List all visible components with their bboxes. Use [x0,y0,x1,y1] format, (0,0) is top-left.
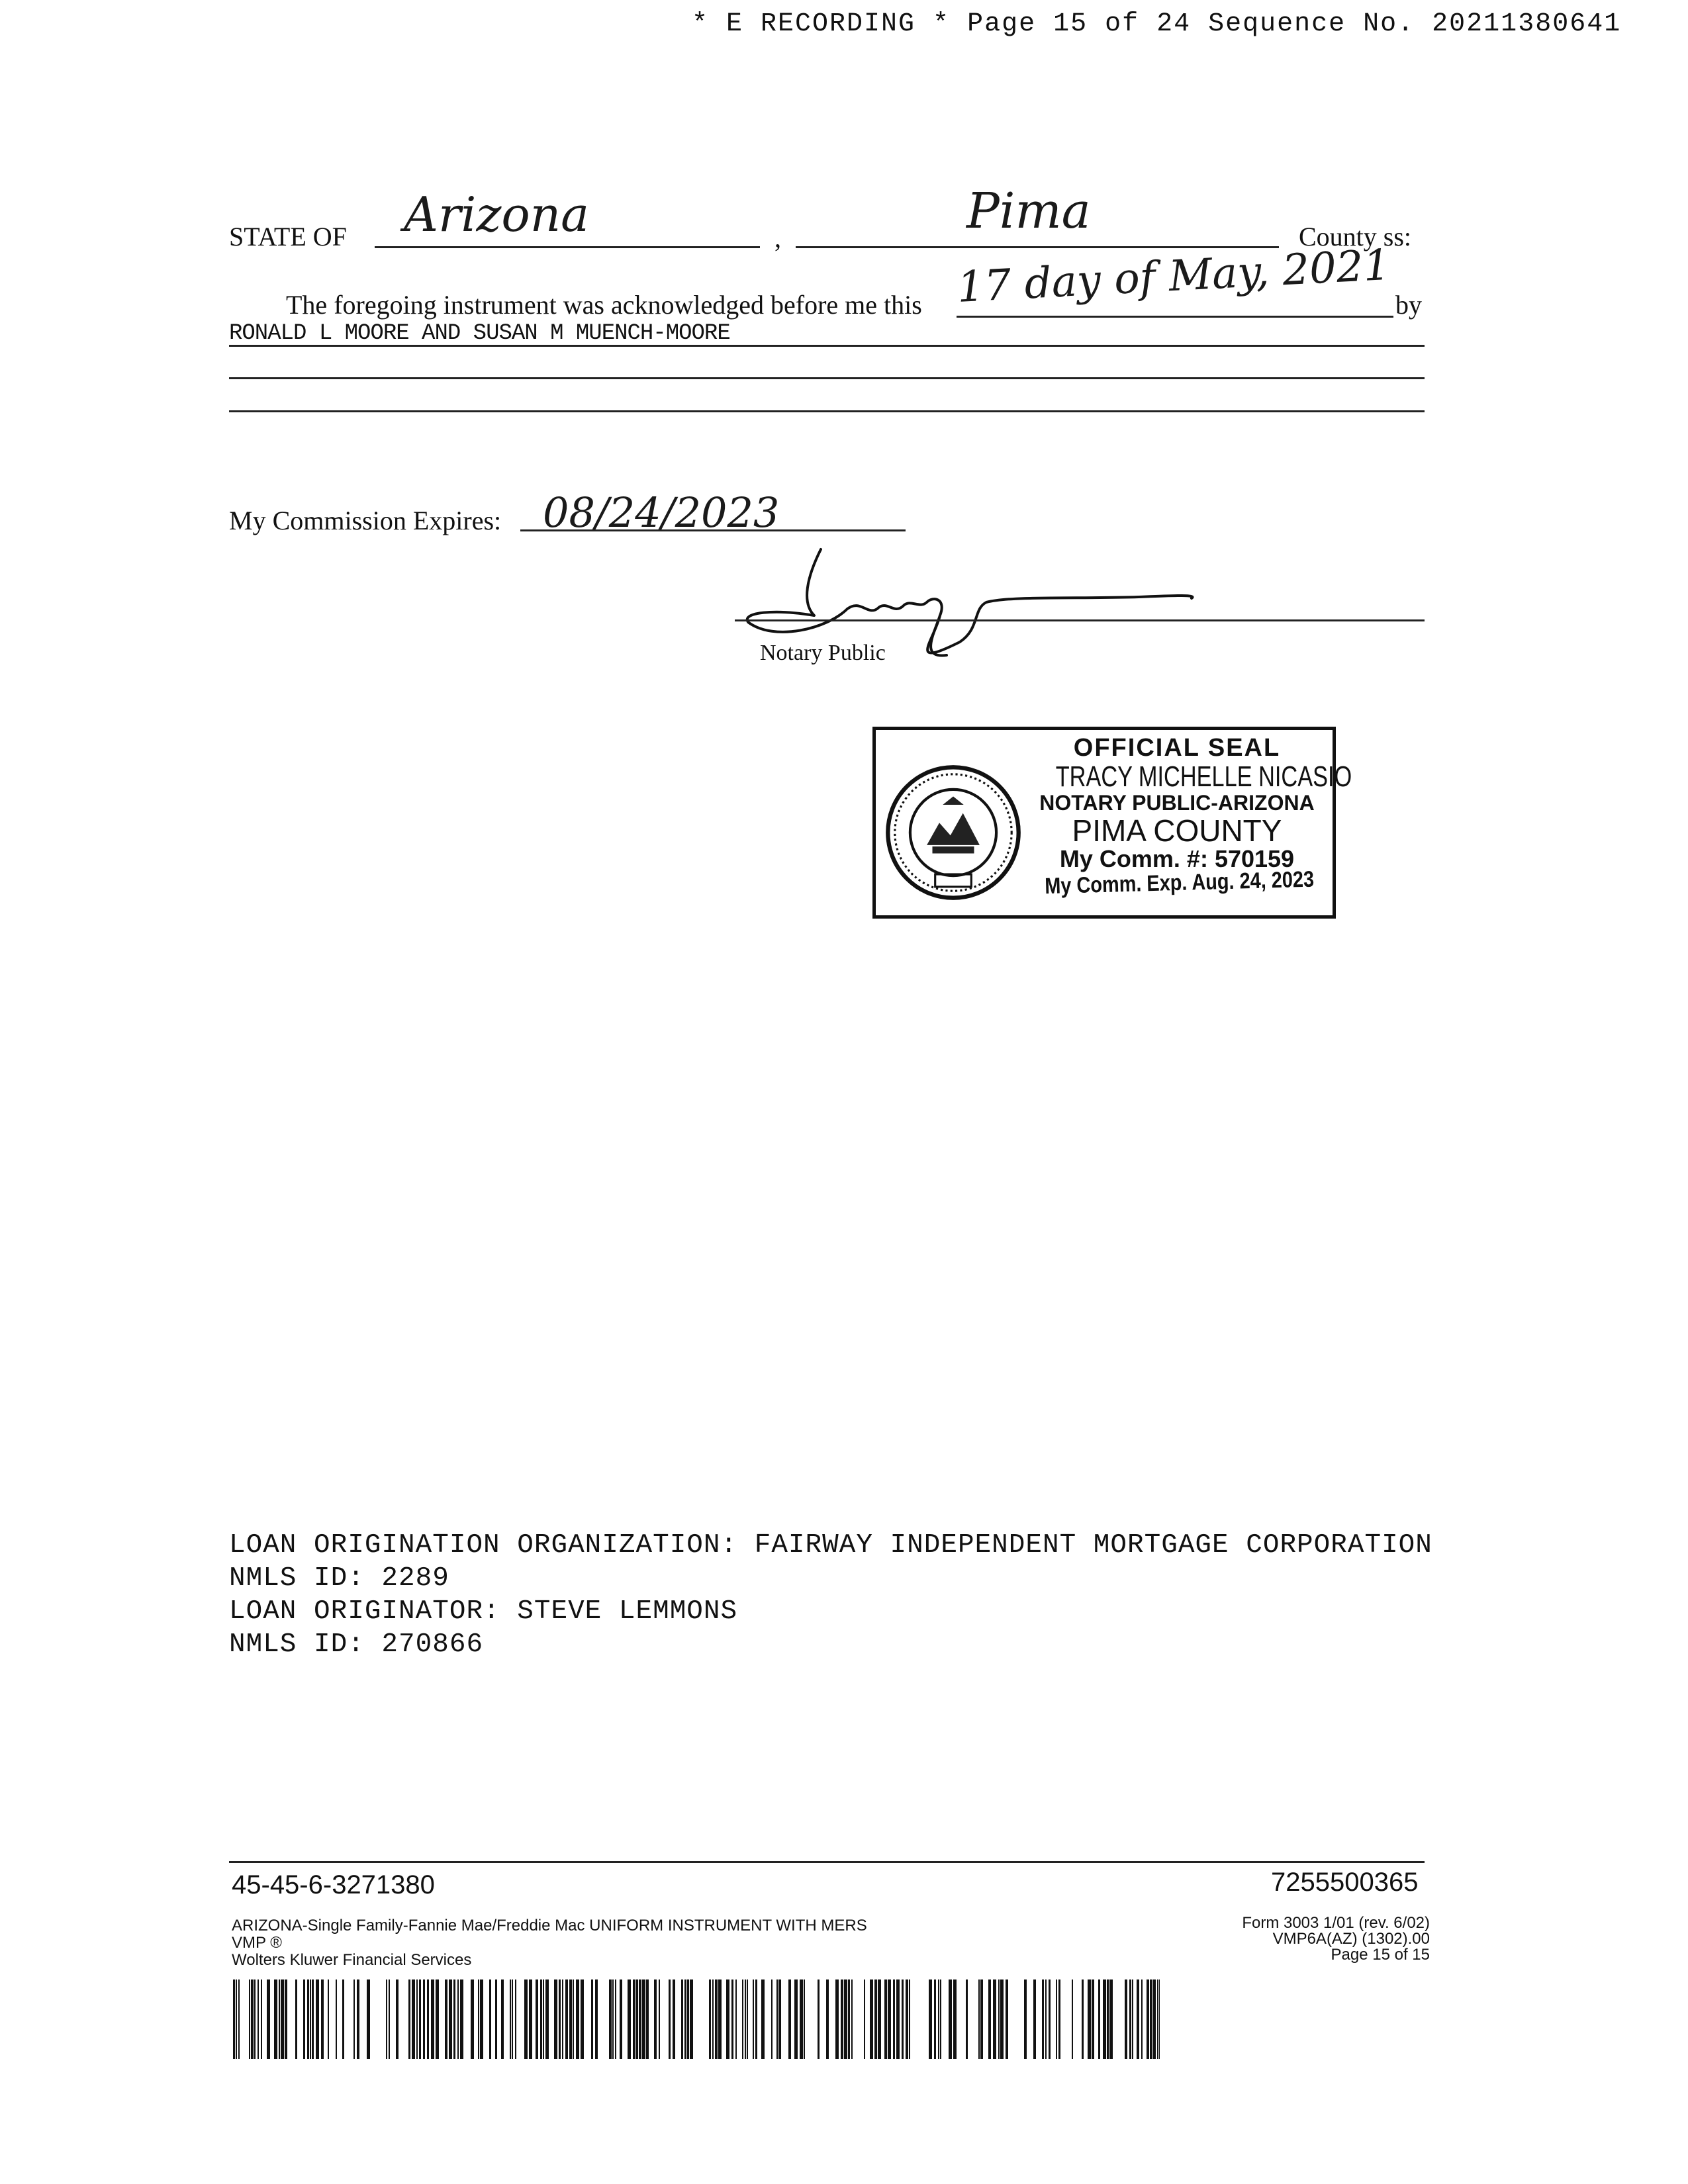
state-underline [375,246,760,248]
publisher-name: Wolters Kluwer Financial Services [232,1951,472,1969]
acknowledgment-date-handwritten: 17 day of May, 2021 [956,240,1391,312]
seal-commission-expiration: My Comm. Exp. Aug. 24, 2023 [1044,866,1315,899]
official-seal-stamp [872,727,1352,919]
blank-line-2 [229,410,1425,412]
seal-notary-public-arizona: NOTARY PUBLIC-ARIZONA [1039,791,1315,815]
foregoing-text: The foregoing instrument was acknowledged before me this [286,290,922,320]
recording-header: * E RECORDING * Page 15 of 24 Sequence No. 20211380641 [692,9,1622,39]
county-underline [796,246,1279,248]
seal-county: PIMA COUNTY [1072,813,1282,848]
state-of-label: STATE OF [229,222,347,251]
loan-origination-organization: LOAN ORIGINATION ORGANIZATION: FAIRWAY INDEPENDENT MORTGAGE CORPORATION [229,1530,1432,1561]
commission-date-handwritten: 08/24/2023 [543,488,780,537]
signers-underline [229,345,1425,347]
loan-originator: LOAN ORIGINATOR: STEVE LEMMONS [229,1596,738,1627]
vmp-mark: VMP ® [232,1934,282,1952]
county-ss-label: County ss: [1299,222,1412,251]
form-number: Form 3003 1/01 (rev. 6/02) [1242,1914,1430,1932]
comma-separator: , [774,223,781,253]
form-page-number: Page 15 of 15 [1331,1946,1430,1964]
commission-underline [520,529,906,531]
document-number: 7255500365 [1271,1868,1419,1897]
blank-line-1 [229,377,1425,379]
seal-official-seal: OFFICIAL SEAL [1073,734,1281,762]
notary-public-label: Notary Public [760,641,886,665]
footer-rule [229,1861,1425,1863]
organization-nmls-id: NMLS ID: 2289 [229,1563,449,1594]
state-handwritten: Arizona [404,187,590,242]
by-label: by [1395,290,1422,320]
arizona-state-seal-icon [884,763,1023,902]
loan-number: 45-45-6-3271380 [232,1870,435,1899]
county-handwritten: Pima [966,183,1091,240]
barcode [233,1979,1160,2059]
form-description: ARIZONA-Single Family-Fannie Mae/Freddie Mac UNIFORM INSTRUMENT WITH MERS [232,1917,867,1934]
date-underline [957,316,1393,318]
signers-names: RONALD L MOORE AND SUSAN M MUENCH-MOORE [229,321,730,346]
seal-notary-name: TRACY MICHELLE NICASIO [1055,760,1352,793]
notary-signature-line [735,619,1425,621]
form-code: VMP6A(AZ) (1302).00 [1272,1930,1430,1948]
originator-nmls-id: NMLS ID: 270866 [229,1629,484,1660]
commission-expires-label: My Commission Expires: [229,506,502,535]
seal-commission-number: My Comm. #: 570159 [1059,844,1295,872]
